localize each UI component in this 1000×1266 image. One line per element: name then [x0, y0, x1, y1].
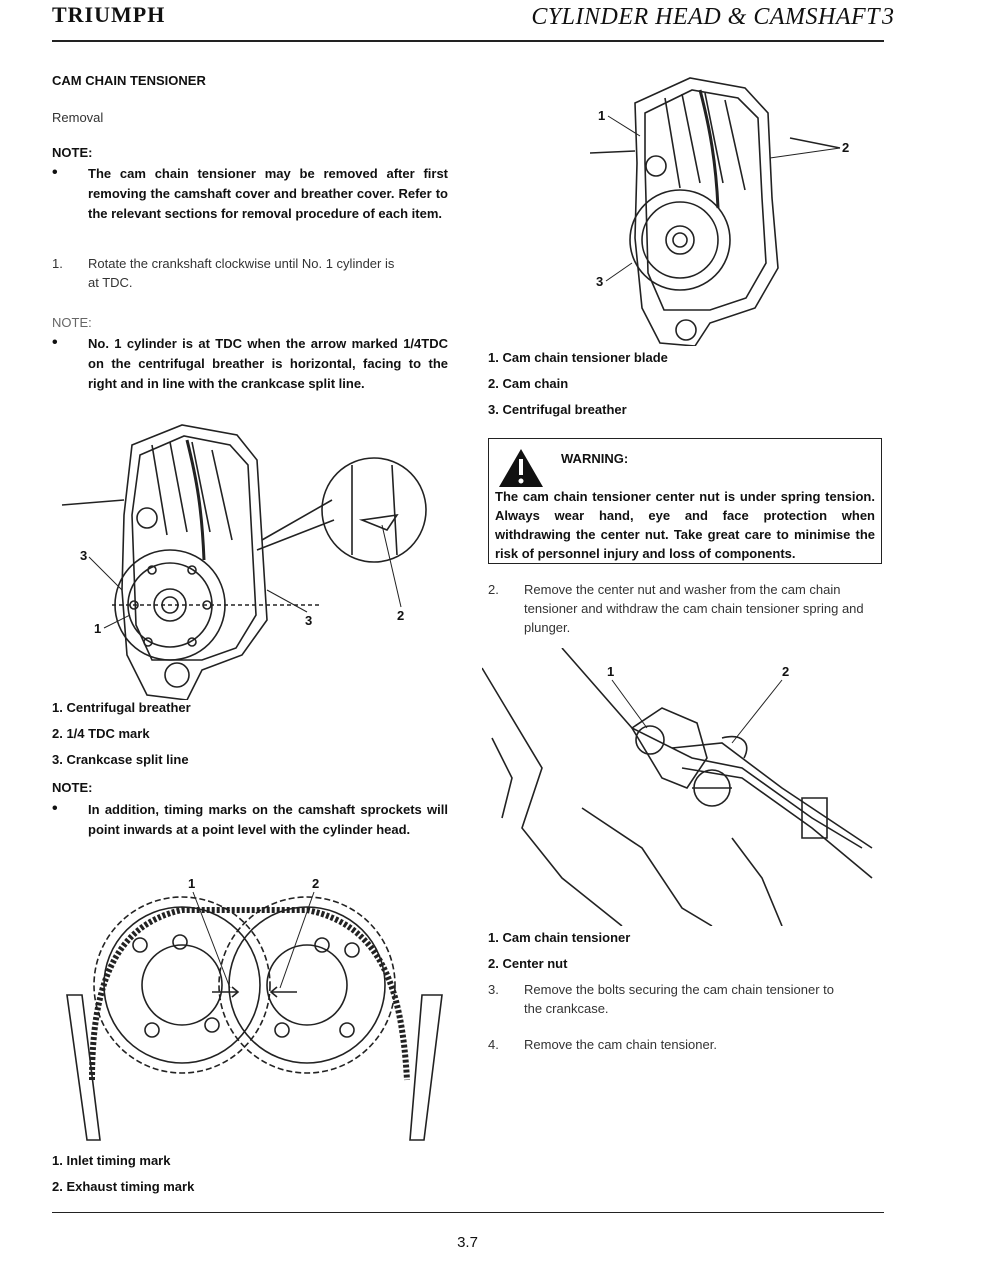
callout-label: 1	[607, 664, 615, 679]
step-number: 4.	[488, 1037, 499, 1052]
brand-logo: TRIUMPH	[52, 2, 166, 27]
note-text: In addition, timing marks on the camshaft sprockets will point inwards at a point level with the cylinder head.	[88, 802, 448, 837]
caption-item: 1. Centrifugal breather	[52, 700, 191, 715]
callout-label: 3	[596, 274, 604, 289]
note-bullet	[52, 334, 448, 414]
figure-caption-list	[52, 695, 452, 773]
callout-label: 1	[188, 876, 196, 891]
footer-rule	[52, 1212, 884, 1213]
callout-label: 1	[94, 621, 102, 636]
warning-triangle-icon	[497, 447, 545, 489]
chapter-number: 3	[882, 4, 894, 30]
callout-label: 3	[305, 613, 313, 628]
page-number: 3.7	[457, 1234, 478, 1251]
note-label: NOTE:	[52, 780, 93, 795]
figure-caption-list	[488, 345, 888, 423]
callout-label: 1	[598, 108, 606, 123]
caption-item: 1. Inlet timing mark	[52, 1153, 171, 1168]
caption-item: 3. Centrifugal breather	[488, 402, 627, 417]
callout-label: 2	[842, 140, 850, 155]
note-text: The cam chain tensioner may be removed after first removing the camshaft cover and breather cover. Refer to the relevant sections for removal procedure of each item.	[88, 166, 448, 221]
note-text: No. 1 cylinder is at TDC when the arrow marked 1/4TDC on the centrifugal breather is horizontal, facing to the right and in line with the crankcase split line.	[88, 336, 448, 391]
step-item	[488, 980, 888, 1020]
note-bullet	[52, 164, 448, 244]
tensioner-blade-figure	[590, 68, 860, 346]
caption-item: 2. 1/4 TDC mark	[52, 726, 150, 741]
note-label: NOTE:	[52, 145, 93, 160]
caption-item: 1. Cam chain tensioner	[488, 930, 631, 945]
step-item	[488, 580, 888, 640]
chapter-title: CYLINDER HEAD & CAMSHAFT	[531, 4, 880, 30]
header-rule	[52, 40, 884, 42]
warning-text: The cam chain tensioner center nut is under spring tension. Always wear hand, eye and face protection when withdrawing the center nut. Take great care to minimise the risk of personnel injury and loss of components.	[495, 489, 875, 561]
caption-item: 2. Exhaust timing mark	[52, 1179, 195, 1194]
step-item	[488, 1035, 888, 1057]
figure-caption-list	[488, 925, 888, 977]
figure-caption-list	[52, 1148, 452, 1200]
section-title: CAM CHAIN TENSIONER	[52, 73, 206, 88]
tensioner-figure	[482, 648, 882, 926]
step-number: 1.	[52, 256, 63, 271]
caption-item: 3. Crankcase split line	[52, 752, 189, 767]
step-text: Remove the cam chain tensioner.	[524, 1037, 717, 1052]
caption-item: 2. Cam chain	[488, 376, 569, 391]
bullet-mark: •	[52, 800, 58, 817]
callout-label: 2	[397, 608, 405, 623]
bullet-mark: •	[52, 334, 58, 351]
bullet-mark: •	[52, 164, 58, 181]
note-bullet	[52, 800, 448, 860]
warning-box	[488, 438, 882, 564]
callout-label: 3	[80, 548, 88, 563]
step-number: 2.	[488, 582, 499, 597]
sprocket-figure	[52, 870, 452, 1150]
section-subtitle: Removal	[52, 110, 104, 125]
note-label: NOTE:	[52, 315, 92, 330]
warning-label: WARNING:	[561, 451, 629, 466]
step-text: Rotate the crankshaft clockwise until No. 1 cylinder is at TDC.	[88, 256, 395, 290]
step-text: Remove the center nut and washer from the cam chain tensioner and withdraw the cam chain tensioner spring and plunger.	[524, 582, 864, 635]
caption-item: 2. Center nut	[488, 956, 568, 971]
callout-label: 2	[312, 876, 320, 891]
step-text: Remove the bolts securing the cam chain tensioner to the crankcase.	[524, 982, 835, 1016]
warning-text-top	[561, 449, 875, 489]
caption-item: 1. Cam chain tensioner blade	[488, 350, 668, 365]
callout-label: 2	[782, 664, 790, 679]
step-number: 3.	[488, 982, 499, 997]
step-item	[52, 254, 452, 294]
breather-figure	[52, 420, 452, 700]
